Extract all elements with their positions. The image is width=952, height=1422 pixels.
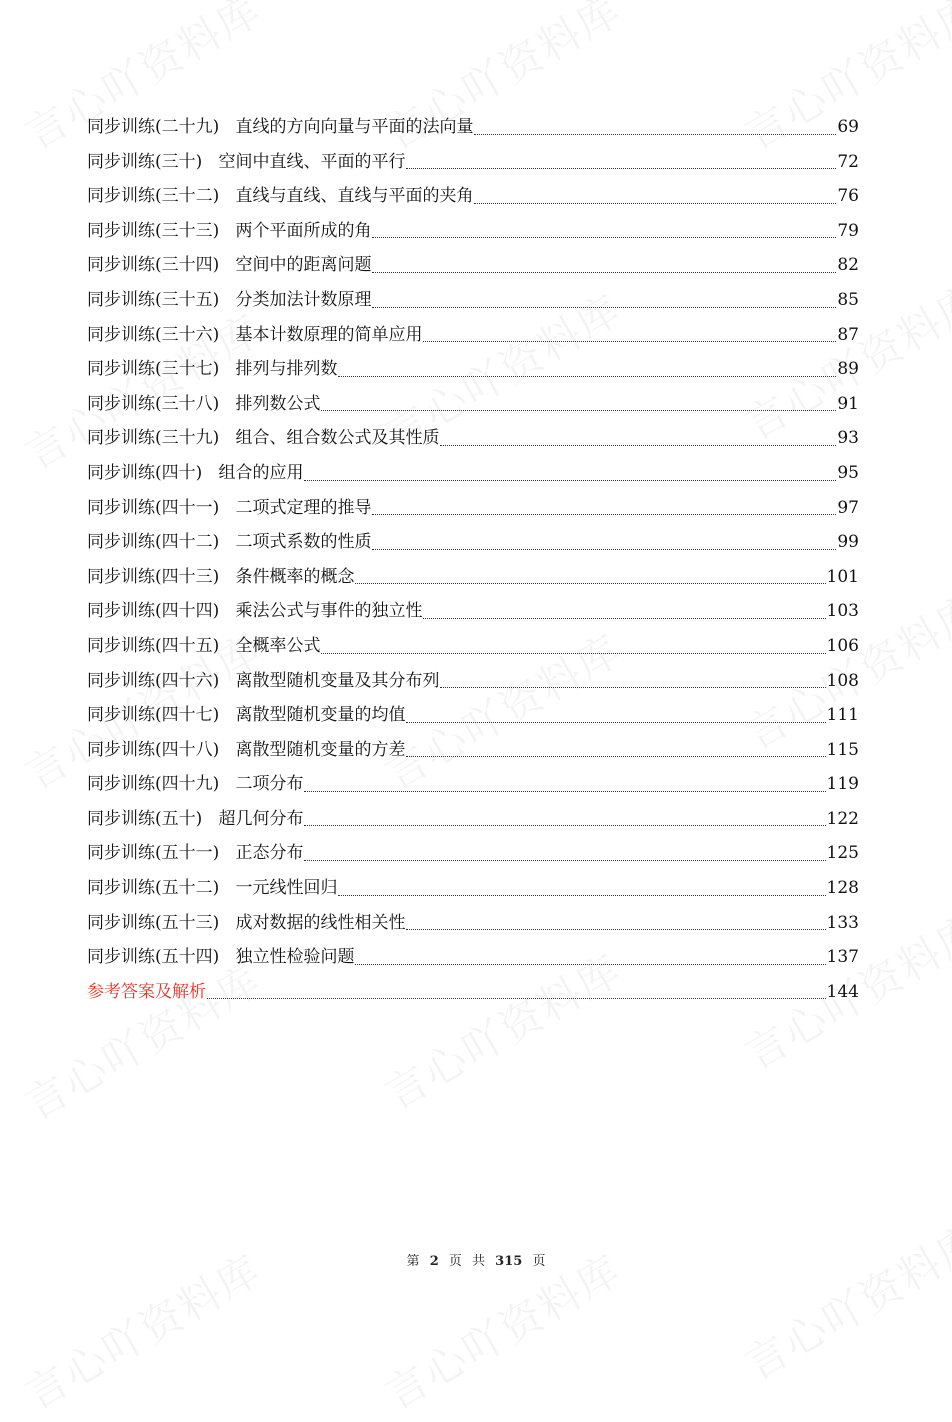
dot-leader: [372, 271, 836, 273]
footer-prefix: 第: [406, 1254, 420, 1269]
toc-entry-title: 同步训练(五十三) 成对数据的线性相关性: [87, 912, 406, 933]
toc-entry-page-number: 91: [837, 393, 859, 414]
toc-entry-answers[interactable]: [87, 975, 859, 1010]
toc-entry-page-number: 122: [826, 808, 859, 829]
toc-entry-page-number: 137: [826, 947, 859, 968]
page-footer: [0, 1250, 952, 1269]
dot-leader: [474, 133, 836, 135]
toc-entry-title: 同步训练(四十) 组合的应用: [87, 462, 304, 483]
toc-entry-page-number: 115: [826, 739, 859, 760]
dot-leader: [355, 582, 825, 584]
toc-entry-title: 同步训练(四十六) 离散型随机变量及其分布列: [87, 670, 440, 691]
toc-entry-page-number: 103: [826, 601, 859, 622]
dot-leader: [406, 928, 825, 930]
toc-entry-title: 同步训练(三十五) 分类加法计数原理: [87, 289, 372, 310]
toc-entry-title: 同步训练(三十) 空间中直线、平面的平行: [87, 151, 406, 172]
toc-entry[interactable]: [87, 836, 859, 871]
toc-entry[interactable]: [87, 560, 859, 595]
toc-entry-page-number: 72: [837, 151, 859, 172]
toc-entry-title: 同步训练(三十二) 直线与直线、直线与平面的夹角: [87, 186, 474, 207]
dot-leader: [372, 513, 836, 515]
toc-entry[interactable]: [87, 871, 859, 906]
toc-entry-title: 同步训练(四十八) 离散型随机变量的方差: [87, 739, 406, 760]
footer-mid: 页 共: [448, 1254, 486, 1269]
dot-leader: [304, 479, 836, 481]
toc-entry[interactable]: [87, 491, 859, 526]
dot-leader: [423, 617, 825, 619]
toc-entry-page-number: 76: [837, 186, 859, 207]
dot-leader: [406, 755, 825, 757]
toc-entry[interactable]: [87, 283, 859, 318]
dot-leader: [355, 963, 825, 965]
toc-entry-page-number: 85: [837, 289, 859, 310]
toc-entry[interactable]: [87, 698, 859, 733]
watermark-text: [733, 1208, 952, 1392]
dot-leader: [321, 652, 825, 654]
toc-entry-page-number: 111: [826, 705, 859, 726]
toc-entry[interactable]: [87, 248, 859, 283]
toc-entry[interactable]: [87, 802, 859, 837]
toc-entry-title: 同步训练(四十五) 全概率公式: [87, 635, 321, 656]
toc-entry[interactable]: [87, 664, 859, 699]
toc-entry[interactable]: [87, 352, 859, 387]
toc-entry[interactable]: [87, 629, 859, 664]
toc-entry[interactable]: [87, 387, 859, 422]
toc-entry[interactable]: [87, 145, 859, 180]
toc-entry-title: 同步训练(三十六) 基本计数原理的简单应用: [87, 324, 423, 345]
toc-entry[interactable]: [87, 214, 859, 249]
dot-leader: [207, 997, 826, 999]
dot-leader: [304, 824, 825, 826]
total-page-count: 315: [495, 1254, 523, 1269]
toc-entry[interactable]: [87, 110, 859, 145]
toc-entry-title: 同步训练(四十三) 条件概率的概念: [87, 566, 355, 587]
dot-leader: [406, 721, 825, 723]
toc-entry-page-number: 95: [837, 462, 859, 483]
toc-entry-title: 同步训练(四十二) 二项式系数的性质: [87, 532, 372, 553]
toc-entry-title: 同步训练(二十九) 直线的方向向量与平面的法向量: [87, 117, 474, 137]
dot-leader: [440, 444, 836, 446]
toc-entry-page-number: 82: [837, 255, 859, 276]
dot-leader: [372, 548, 836, 550]
toc-entry[interactable]: [87, 525, 859, 560]
toc-entry-title: 同步训练(三十三) 两个平面所成的角: [87, 220, 372, 241]
toc-entry-page-number: 99: [837, 532, 859, 553]
dot-leader: [440, 686, 825, 688]
dot-leader: [321, 409, 836, 411]
toc-entry-title: 同步训练(四十七) 离散型随机变量的均值: [87, 705, 406, 726]
toc-entry-page-number: 79: [837, 220, 859, 241]
toc-entry[interactable]: [87, 940, 859, 975]
toc-entry-title: 同步训练(五十一) 正态分布: [87, 843, 304, 864]
toc-entry[interactable]: [87, 594, 859, 629]
toc-entry-title: 同步训练(五十四) 独立性检验问题: [87, 947, 355, 968]
toc-entry-title: 同步训练(四十九) 二项分布: [87, 774, 304, 795]
toc-entry-page-number: 144: [826, 981, 859, 1002]
toc-entry-page-number: 125: [826, 843, 859, 864]
toc-entry-page-number: 128: [826, 878, 859, 899]
toc-entry-page-number: 87: [837, 324, 859, 345]
dot-leader: [372, 306, 836, 308]
toc-entry-page-number: 133: [826, 912, 859, 933]
toc-entry[interactable]: [87, 318, 859, 353]
toc-entry-title: 同步训练(三十七) 排列与排列数: [87, 359, 338, 380]
toc-entry-page-number: 69: [837, 117, 859, 137]
current-page-number: 2: [429, 1254, 439, 1269]
dot-leader: [338, 375, 836, 377]
toc-entry-title: 同步训练(五十二) 一元线性回归: [87, 878, 338, 899]
dot-leader: [406, 167, 836, 169]
dot-leader: [474, 202, 836, 204]
toc-entry[interactable]: [87, 421, 859, 456]
toc-entry-title: 同步训练(三十四) 空间中的距离问题: [87, 255, 372, 276]
toc-entry-page-number: 97: [837, 497, 859, 518]
toc-entry-page-number: 119: [826, 774, 859, 795]
dot-leader: [304, 790, 825, 792]
toc-entry-title: 同步训练(四十一) 二项式定理的推导: [87, 497, 372, 518]
table-of-contents: [87, 110, 859, 1009]
dot-leader: [338, 894, 825, 896]
toc-entry-page-number: 89: [837, 359, 859, 380]
toc-entry-title: 同步训练(五十) 超几何分布: [87, 808, 304, 829]
toc-entry-title: 同步训练(三十八) 排列数公式: [87, 393, 321, 414]
toc-entry-page-number: 93: [837, 428, 859, 449]
toc-entry[interactable]: [87, 456, 859, 491]
footer-suffix: 页: [532, 1254, 546, 1269]
toc-entry-title: 同步训练(三十九) 组合、组合数公式及其性质: [87, 428, 440, 449]
toc-entry[interactable]: [87, 906, 859, 941]
dot-leader: [304, 859, 825, 861]
dot-leader: [372, 236, 836, 238]
toc-entry-title: 同步训练(四十四) 乘法公式与事件的独立性: [87, 601, 423, 622]
toc-entry[interactable]: [87, 179, 859, 214]
toc-entry-page-number: 106: [826, 635, 859, 656]
toc-entry-page-number: 108: [826, 670, 859, 691]
toc-entry-title: 参考答案及解析: [87, 981, 206, 1002]
toc-entry[interactable]: [87, 767, 859, 802]
dot-leader: [423, 340, 836, 342]
toc-entry[interactable]: [87, 733, 859, 768]
toc-entry-page-number: 101: [826, 566, 859, 587]
